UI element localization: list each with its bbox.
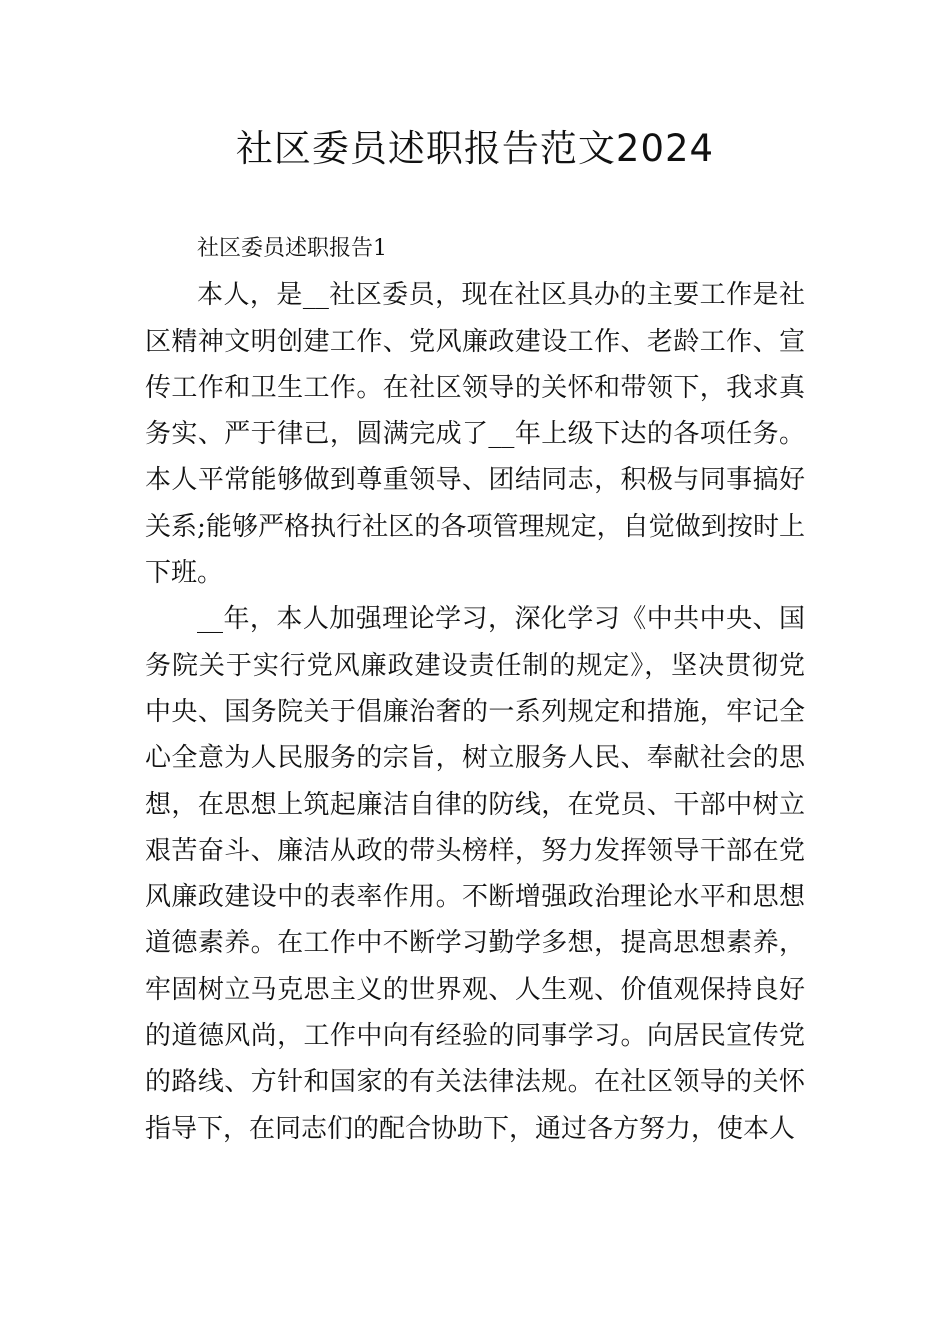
paragraph-1: 本人，是__社区委员，现在社区具办的主要工作是社区精神文明创建工作、党风廉政建设工作、老龄工作、宣传工作和卫生工作。在社区领导的关怀和带领下，我求真务实、严于律已，圆满完成了__年上级下达的各项任务。本人平常能够做到尊重领导、团结同志，积极与同事搞好关系;能够严格执行社区的各项管理规定，自觉做到按时上下班。 <box>145 280 805 589</box>
paragraph-2: __年，本人加强理论学习，深化学习《中共中央、国务院关于实行党风廉政建设责任制的规定》，坚决贯彻党中央、国务院关于倡廉治奢的一系列规定和措施，牢记全心全意为人民服务的宗旨，树立服务人民、奉献社会的思想，在思想上筑起廉洁自律的防线，在党员、干部中树立艰苦奋斗、廉洁从政的带头榜样，努力发挥领导干部在党风廉政建设中的表率作用。不断增强政治理论水平和思想道德素养。在工作中不断学习勤学多想，提高思想素养，牢固树立马克思主义的世界观、人生观、价值观保持良好的道德风尚，工作中向有经验的同事学习。向居民宣传党的路线、方针和国家的有关法律法规。在社区领导的关怀指导下，在同志们的配合协助下，通过各方努力，使本人 <box>145 604 805 1144</box>
document-body <box>145 226 805 1152</box>
section-heading: 社区委员述职报告1 <box>197 236 387 261</box>
document-title: 社区委员述职报告范文2024 <box>235 127 715 170</box>
